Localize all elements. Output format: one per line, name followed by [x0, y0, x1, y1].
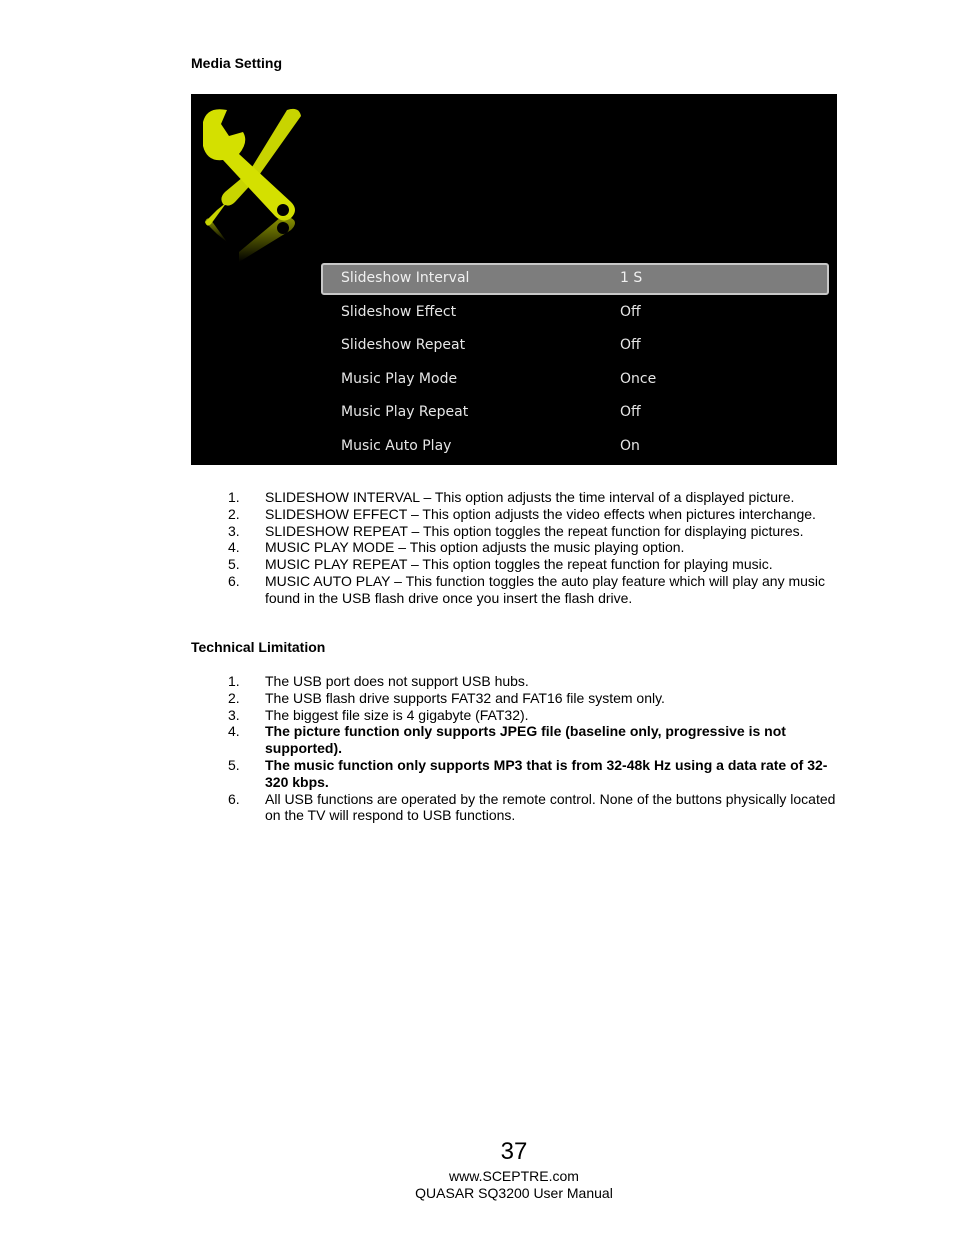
- menu-row-value: Once: [620, 371, 657, 387]
- menu-row-slideshow-repeat[interactable]: [321, 330, 829, 362]
- list-item: [228, 707, 848, 724]
- menu-row-slideshow-interval[interactable]: [321, 263, 829, 295]
- item-number: 6.: [228, 790, 240, 807]
- item-number: 3.: [228, 706, 240, 723]
- item-text: SLIDESHOW EFFECT – This option adjusts the video effects when pictures interchange.: [265, 505, 816, 522]
- item-text: All USB functions are operated by the remote control. None of the buttons physically located on the TV will respond to USB functions.: [265, 790, 836, 824]
- item-text: The picture function only supports JPEG file (baseline only, progressive is not supported).: [265, 723, 786, 757]
- item-number: 4.: [228, 539, 240, 556]
- item-text: MUSIC PLAY MODE – This option adjusts the music playing option.: [265, 539, 685, 556]
- item-text: The USB port does not support USB hubs.: [265, 673, 529, 689]
- list-item: [228, 506, 848, 523]
- media-setting-list: [228, 489, 848, 607]
- page-number: 37: [500, 1138, 528, 1165]
- menu-row-value: Off: [620, 304, 641, 320]
- menu-row-slideshow-effect[interactable]: [321, 297, 829, 329]
- menu-row-value: Off: [620, 337, 641, 353]
- media-setting-heading: Media Setting: [191, 55, 283, 71]
- item-number: 2.: [228, 505, 240, 522]
- item-text: The biggest file size is 4 gigabyte (FAT32).: [265, 706, 529, 723]
- menu-row-music-play-repeat[interactable]: [321, 397, 829, 429]
- menu-row-label: Music Play Mode: [341, 371, 458, 387]
- item-text: MUSIC PLAY REPEAT – This option toggles the repeat function for playing music.: [265, 556, 773, 573]
- item-number: 4.: [228, 723, 240, 740]
- menu-row-value: Off: [620, 404, 641, 420]
- technical-limitation-heading: Technical Limitation: [191, 639, 326, 655]
- list-item: [228, 690, 848, 707]
- item-text: The USB flash drive supports FAT32 and FAT16 file system only.: [265, 689, 665, 706]
- item-text: SLIDESHOW INTERVAL – This option adjusts the time interval of a displayed picture.: [265, 489, 795, 505]
- list-item: [228, 489, 848, 506]
- item-number: 1.: [228, 673, 240, 689]
- menu-row-label: Music Auto Play: [341, 438, 452, 454]
- menu-row-label: Slideshow Interval: [341, 270, 470, 286]
- list-item: [228, 573, 848, 607]
- technical-limitation-list: [228, 673, 848, 824]
- menu-row-music-play-mode[interactable]: [321, 364, 829, 396]
- menu-row-music-auto-play[interactable]: [321, 431, 829, 463]
- list-item: [228, 539, 848, 556]
- list-item: [228, 523, 848, 540]
- footer-manual-title: QUASAR SQ3200 User Manual: [415, 1185, 613, 1201]
- item-number: 6.: [228, 572, 240, 589]
- item-number: 5.: [228, 556, 240, 573]
- list-item: [228, 723, 848, 757]
- item-number: 1.: [228, 489, 240, 505]
- item-number: 2.: [228, 689, 240, 706]
- item-text: SLIDESHOW REPEAT – This option toggles the repeat function for displaying pictures.: [265, 522, 804, 539]
- tools-icon: [199, 102, 309, 277]
- item-text: The music function only supports MP3 that is from 32-48k Hz using a data rate of 32-320 kbps.: [265, 756, 828, 790]
- footer-website: www.SCEPTRE.com: [449, 1168, 579, 1184]
- menu-row-label: Slideshow Repeat: [341, 337, 466, 353]
- item-number: 3.: [228, 522, 240, 539]
- list-item: [228, 673, 848, 690]
- list-item: [228, 757, 848, 791]
- list-item: [228, 791, 848, 825]
- menu-row-label: Music Play Repeat: [341, 404, 469, 420]
- item-number: 5.: [228, 756, 240, 773]
- list-item: [228, 556, 848, 573]
- item-text: MUSIC AUTO PLAY – This function toggles the auto play feature which will play any music found in the USB flash drive once you insert the flash drive.: [265, 572, 826, 606]
- menu-row-label: Slideshow Effect: [341, 304, 457, 320]
- menu-row-value: On: [620, 438, 640, 454]
- menu-row-value: 1 S: [620, 270, 643, 286]
